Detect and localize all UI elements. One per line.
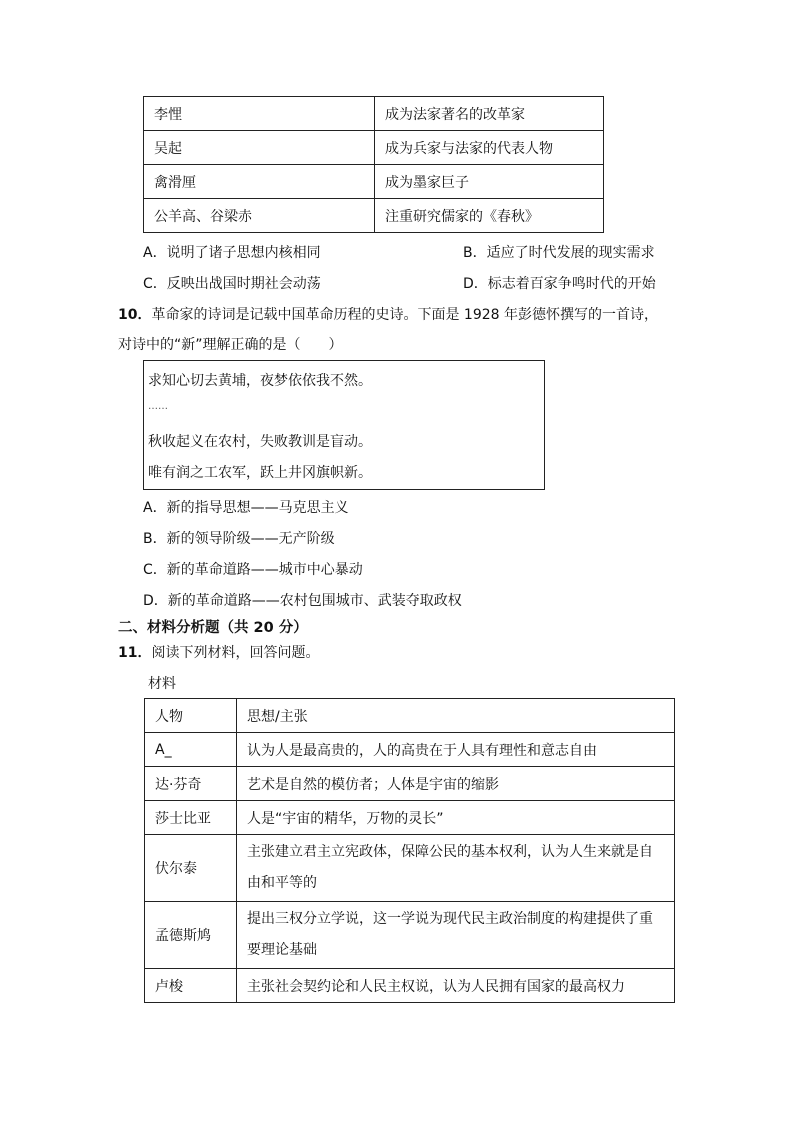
table-cell: 艺术是自然的模仿者；人体是宇宙的缩影 — [237, 767, 675, 801]
table-row — [145, 767, 675, 801]
q9-table — [143, 96, 604, 233]
q11-number: 11． — [118, 645, 152, 661]
q10-option-d: D．新的革命道路——农村包围城市、武装夺取政权 — [143, 593, 462, 609]
material-label: 材料 — [148, 676, 176, 692]
table-cell — [237, 902, 675, 969]
q10-number: 10． — [118, 307, 152, 323]
poem-line: …… — [148, 401, 168, 412]
table-row — [145, 733, 675, 767]
cell-line: 主张建立君主立宪政体，保障公民的基本权利，认为人生来就是自 — [247, 844, 653, 860]
cell-line: 提出三权分立学说，这一学说为现代民主政治制度的构建提供了重 — [247, 911, 653, 927]
table-cell: 主张社会契约论和人民主权说，认为人民拥有国家的最高权力 — [237, 969, 675, 1003]
table-cell: 伏尔泰 — [145, 835, 237, 902]
cell-line: 要理论基础 — [247, 942, 317, 958]
q9-option-c: C．反映出战国时期社会动荡 — [143, 276, 321, 292]
table-row — [144, 131, 604, 165]
poem-line: 求知心切去黄埔，夜梦依依我不然。 — [148, 373, 372, 389]
table-cell: 人是“宇宙的精华，万物的灵长” — [237, 801, 675, 835]
table-row — [145, 969, 675, 1003]
table-cell: 注重研究儒家的《春秋》 — [375, 199, 604, 233]
q11-prompt: 阅读下列材料，回答问题。 — [151, 645, 320, 661]
table-header-row — [145, 699, 675, 733]
q10-option-b: B．新的领导阶级——无产阶级 — [143, 531, 335, 547]
table-row — [145, 835, 675, 902]
q11-stem — [118, 642, 319, 662]
table-cell: 李悝 — [144, 97, 375, 131]
q10-stem-line2: 对诗中的“新”理解正确的是（ ） — [118, 337, 343, 353]
table-row — [145, 801, 675, 835]
table-cell: 孟德斯鸠 — [145, 902, 237, 969]
q10-option-c: C．新的革命道路——城市中心暴动 — [143, 562, 363, 578]
table-cell: 认为人是最高贵的，人的高贵在于人具有理性和意志自由 — [237, 733, 675, 767]
table-row — [144, 165, 604, 199]
poem-line: 唯有润之工农军，跃上井冈旗帜新。 — [148, 465, 372, 481]
q11-table — [144, 698, 675, 1003]
table-cell: A_ — [145, 733, 237, 767]
table-cell: 吴起 — [144, 131, 375, 165]
q9-option-d: D．标志着百家争鸣时代的开始 — [463, 276, 656, 292]
cell-line: 由和平等的 — [247, 875, 317, 891]
q10-stem-text: 革命家的诗词是记载中国革命历程的史诗。下面是 1928 年彭德怀撰写的一首诗， — [151, 307, 659, 323]
table-header-cell: 思想/主张 — [237, 699, 675, 733]
table-cell: 禽滑厘 — [144, 165, 375, 199]
q10-poem-box — [143, 360, 545, 490]
table-cell: 成为法家著名的改革家 — [375, 97, 604, 131]
table-cell: 达·芬奇 — [145, 767, 237, 801]
q10-option-a: A．新的指导思想——马克思主义 — [143, 500, 349, 516]
table-cell: 莎士比亚 — [145, 801, 237, 835]
q9-option-a: A．说明了诸子思想内核相同 — [143, 245, 321, 261]
table-header-cell: 人物 — [145, 699, 237, 733]
table-row — [144, 97, 604, 131]
q10-stem-line1 — [118, 304, 658, 324]
table-cell: 公羊高、谷梁赤 — [144, 199, 375, 233]
poem-line: 秋收起义在农村，失败教训是盲动。 — [148, 434, 372, 450]
table-row — [145, 902, 675, 969]
table-cell: 成为兵家与法家的代表人物 — [375, 131, 604, 165]
table-cell — [237, 835, 675, 902]
q9-option-b: B．适应了时代发展的现实需求 — [463, 245, 655, 261]
table-row — [144, 199, 604, 233]
table-cell: 卢梭 — [145, 969, 237, 1003]
section-heading: 二、材料分析题（共 20 分） — [118, 620, 308, 636]
table-cell: 成为墨家巨子 — [375, 165, 604, 199]
